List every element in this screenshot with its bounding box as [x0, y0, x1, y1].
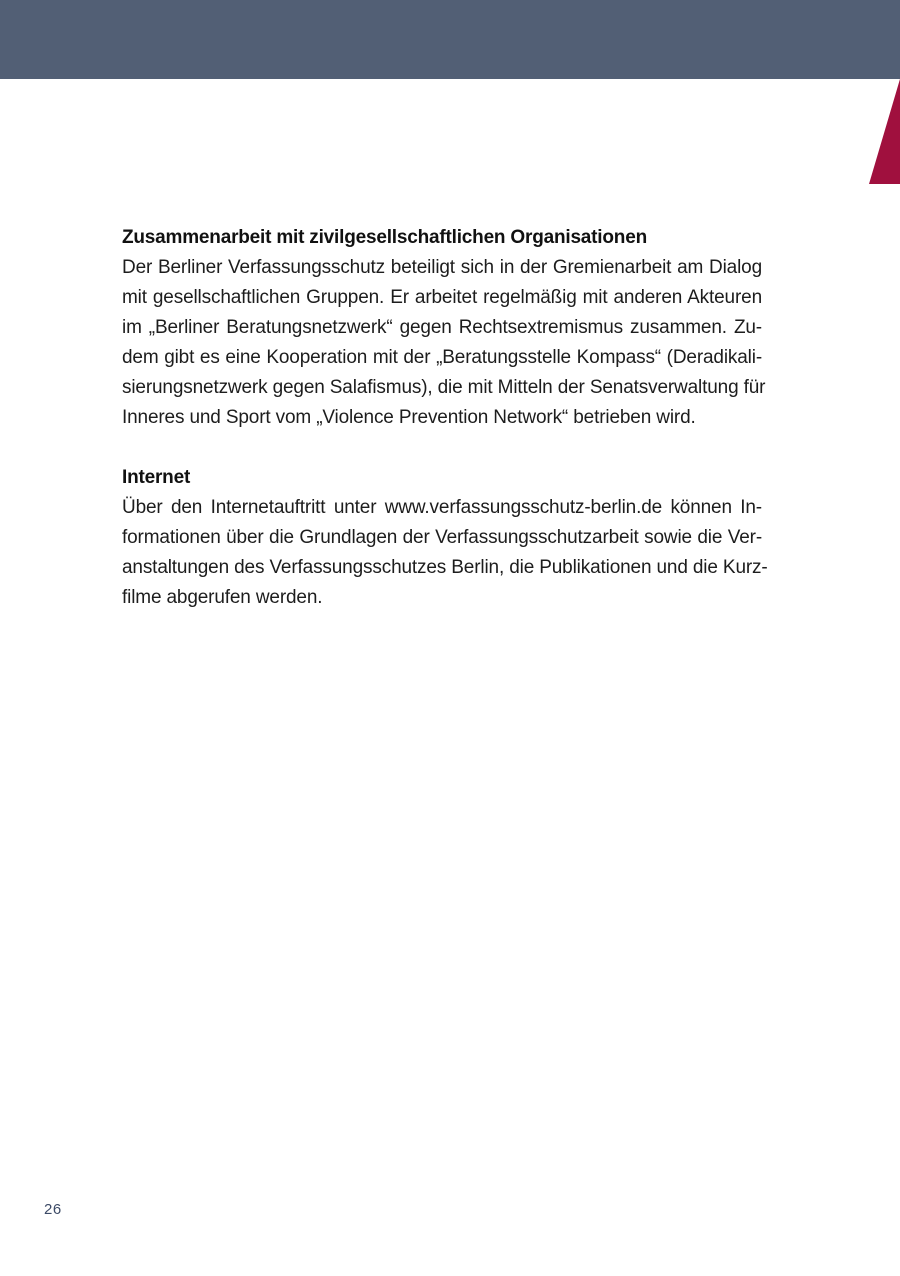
text-line: dem gibt es eine Kooperation mit der „Beratungsstelle Kompass“ (Deradikali-: [122, 347, 762, 368]
section-internet: [122, 463, 768, 613]
text-line: formationen über die Grundlagen der Verfassungsschutzarbeit sowie die Ver-: [122, 527, 762, 548]
text-line: Über den Internetauftritt unter www.verfassungsschutz-berlin.de können In-: [122, 497, 762, 518]
page-number: 26: [44, 1201, 62, 1218]
text-line: filme abgerufen werden.: [122, 587, 323, 608]
section-heading: Zusammenarbeit mit zivilgesellschaftlichen Organisationen: [122, 227, 647, 248]
section-civil-society: [122, 223, 766, 433]
text-line: anstaltungen des Verfassungsschutzes Berlin, die Publikationen und die Kurz-: [122, 557, 768, 578]
main-content: [122, 223, 768, 643]
text-line: Der Berliner Verfassungsschutz beteiligt sich in der Gremienarbeit am Dialog: [122, 257, 762, 278]
section-heading: Internet: [122, 467, 191, 488]
text-line: mit gesellschaftlichen Gruppen. Er arbeitet regelmäßig mit anderen Akteuren: [122, 287, 762, 308]
section-paragraph: [122, 493, 768, 613]
accent-triangle-shape: [869, 79, 900, 184]
text-line: Inneres und Sport vom „Violence Prevention Network“ betrieben wird.: [122, 407, 696, 428]
text-line: sierungsnetzwerk gegen Salafismus), die mit Mitteln der Senatsverwaltung für: [122, 377, 766, 398]
section-paragraph: [122, 253, 766, 433]
corner-accent-triangle: [869, 79, 900, 184]
text-line: im „Berliner Beratungsnetzwerk“ gegen Rechtsextremismus zusammen. Zu-: [122, 317, 762, 338]
header-band: [0, 0, 900, 79]
